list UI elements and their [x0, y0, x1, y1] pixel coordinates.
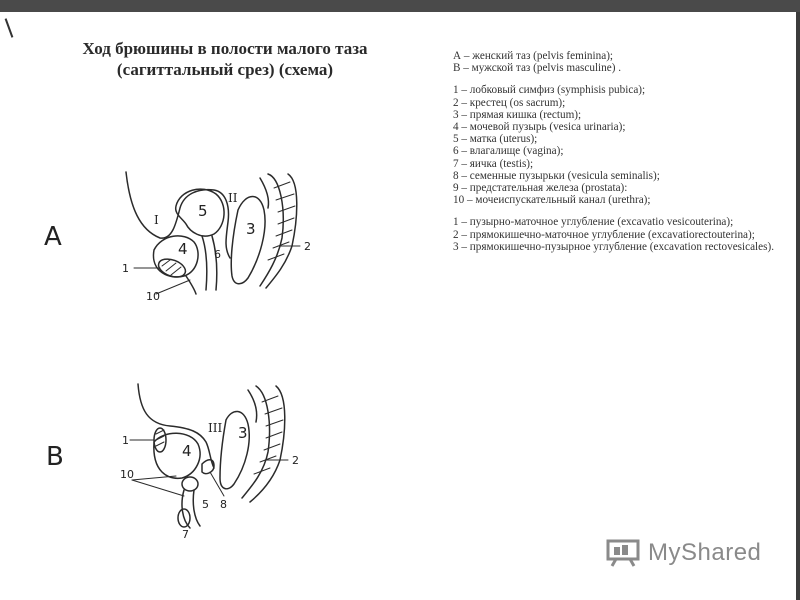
legend-structure: 4 – мочевой пузырь (vesica urinaria);: [453, 121, 626, 134]
legend-pelvis-a: А – женский таз (pelvis feminina);: [453, 50, 614, 62]
legend-excavation: 1 – пузырно-маточное углубление (excavatio vesicouterina);: [453, 216, 734, 229]
legend-structure: 6 – влагалище (vagina);: [453, 145, 564, 158]
label-4: 4: [182, 442, 192, 460]
top-bar: [0, 0, 800, 12]
label-2: 2: [292, 454, 299, 467]
label-5: 5: [198, 202, 208, 220]
watermark-text: MyShared: [648, 539, 762, 566]
male-pelvis-diagram: [110, 380, 330, 540]
figure-b-male-pelvis: [110, 380, 330, 545]
label-5: 5: [202, 498, 209, 511]
label-3: 3: [246, 220, 256, 238]
legend-structure: 8 – семенные пузырьки (vesicula seminalis);: [453, 169, 660, 182]
label-3: 3: [238, 424, 248, 442]
label-10: 10: [120, 468, 134, 481]
female-pelvis-diagram: [110, 168, 330, 308]
roman-i: I: [154, 213, 159, 227]
myshared-watermark: [606, 536, 776, 570]
roman-iii: III: [208, 421, 223, 435]
label-1: 1: [122, 434, 129, 447]
label-2: 2: [304, 240, 311, 253]
legend: [453, 50, 793, 253]
label-8: 8: [220, 498, 227, 511]
figure-b-letter: B: [46, 442, 64, 472]
legend-structure: 2 – крестец (os sacrum);: [453, 96, 566, 109]
legend-structure: 9 – предстательная железа (prostata):: [453, 182, 628, 195]
label-10: 10: [146, 290, 160, 303]
roman-ii: II: [228, 191, 238, 205]
title-line-1: Ход брюшины в полости малого таза: [82, 39, 368, 58]
right-edge: [796, 12, 800, 600]
legend-structure: 1 – лобковый симфиз (symphisis pubica);: [453, 84, 646, 97]
legend-structure: 5 – матка (uterus);: [453, 133, 538, 146]
page-title: [30, 38, 420, 80]
title-line-2: (сагиттальный срез) (схема): [116, 60, 334, 79]
legend-structure: 10 – мочеиспускательный канал (urethra);: [453, 194, 651, 207]
figure-a-letter: A: [44, 222, 62, 252]
label-7: 7: [182, 528, 189, 541]
legend-excavation: 2 – прямокишечно-маточное углубление (excavatiorectouterina);: [453, 228, 755, 241]
legend-pelvis-b: В – мужской таз (pelvis masculine) .: [453, 62, 622, 75]
presentation-board-icon: [606, 539, 642, 567]
label-4: 4: [178, 240, 188, 258]
figure-a-female-pelvis: [110, 168, 330, 313]
label-6: 6: [214, 248, 221, 261]
legend-excavation: 3 – прямокишечно-пузырное углубление (excavation rectovesicales).: [453, 240, 775, 253]
legend-structure: 7 – яичка (testis);: [453, 157, 534, 170]
label-1: 1: [122, 262, 129, 275]
legend-structure: 3 – прямая кишка (rectum);: [453, 108, 582, 121]
